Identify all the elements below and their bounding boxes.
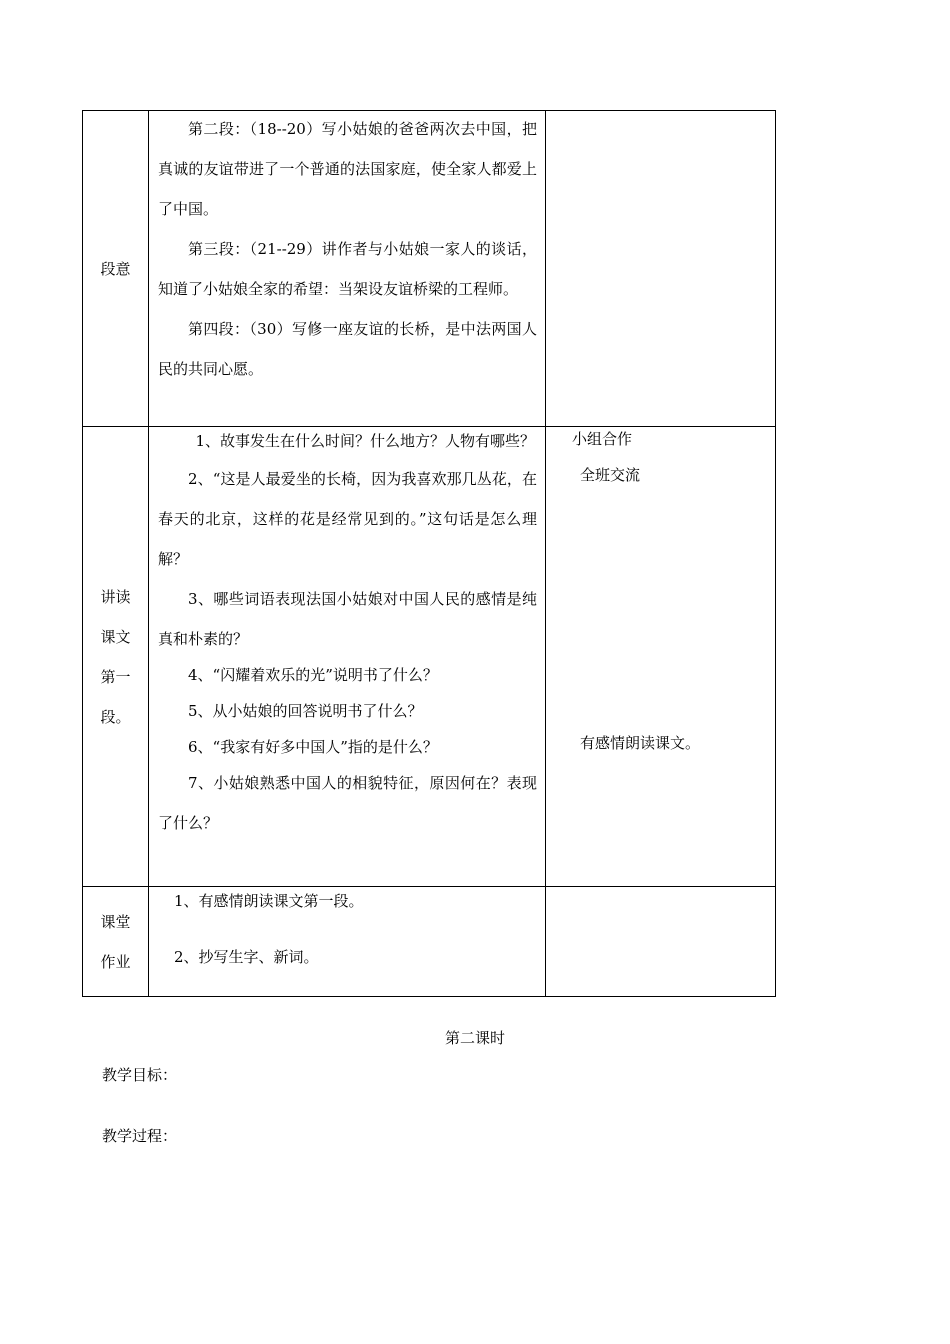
paragraph-2-meaning: 第二段：（18--20）写小姑娘的爸爸两次去中国，把真诚的友谊带进了一个普通的法国家庭，使全家人都爱上了中国。 [158,120,537,218]
row-label-line: 讲读 [100,587,131,606]
homework-1: 1、有感情朗读课文第一段。 [174,892,364,910]
question-5: 5、从小姑娘的回答说明书了什么？ [188,702,423,720]
table-row [83,887,776,997]
question-3: 3、哪些词语表现法国小姑娘对中国人民的感情是纯真和朴素的？ [158,590,537,648]
row-label-line: 段。 [100,707,131,726]
questions-cell [149,427,546,887]
teaching-goal-label: 教学目标： [102,1066,178,1084]
note-read-aloud: 有感情朗读课文。 [580,734,701,752]
homework-cell [149,887,546,997]
row-label-lesson [83,427,149,887]
paragraph-3-meaning: 第三段：（21--29）讲作者与小姑娘一家人的谈话，知道了小姑娘全家的希望：当架设友谊桥梁的工程师。 [158,240,537,298]
activity-notes-cell [546,427,776,887]
row-label-duanyi: 段意 [83,111,149,427]
paragraph-meaning-cell [149,111,546,427]
row-label-line: 课堂 [100,912,131,931]
row-label-line: 课文 [100,627,131,646]
empty-cell [546,111,776,427]
teaching-process-label: 教学过程： [102,1127,178,1145]
question-2: 2、“这是人最爱坐的长椅，因为我喜欢那几丛花，在春天的北京，这样的花是经常见到的。”这句话是怎么理解？ [158,470,537,568]
empty-cell [546,887,776,997]
question-1: 1、故事发生在什么时间？什么地方？人物有哪些？ [195,432,536,450]
paragraph-4-meaning: 第四段：（30）写修一座友谊的长桥，是中法两国人民的共同心愿。 [158,320,537,378]
note-group-work: 小组合作 [572,430,633,448]
row-label-homework [83,887,149,997]
row-label-line: 第一 [100,667,131,686]
section-title: 第二课时 [444,1029,505,1047]
question-6: 6、“我家有好多中国人”指的是什么？ [188,738,438,756]
table-row [83,427,776,887]
table-row [83,111,776,427]
note-class-exchange: 全班交流 [580,466,641,484]
homework-2: 2、抄写生字、新词。 [174,948,319,966]
row-label-line: 作业 [100,952,131,971]
question-4: 4、“闪耀着欢乐的光”说明书了什么？ [188,666,438,684]
question-7: 7、小姑娘熟悉中国人的相貌特征，原因何在？表现了什么？ [158,774,537,832]
lesson-plan-table [82,110,776,997]
